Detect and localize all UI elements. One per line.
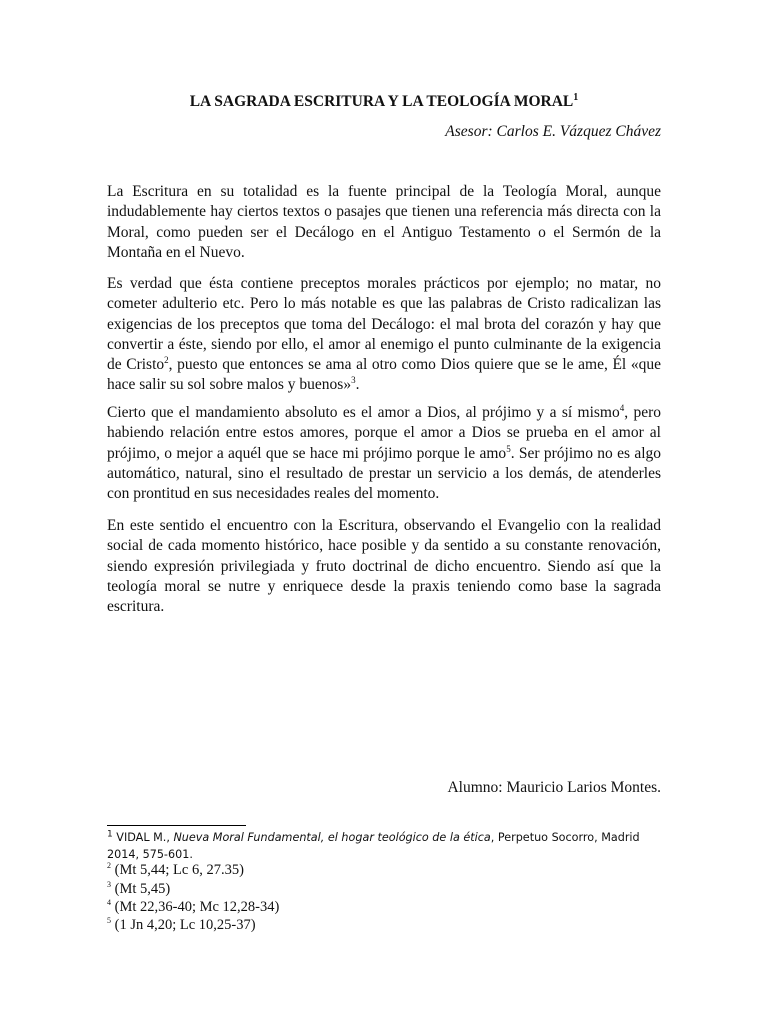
footnote-1-publisher: , Perpetuo Socorro, Madrid 2014, 575-601. bbox=[107, 831, 640, 861]
footnote-2-number: 2 bbox=[107, 861, 111, 871]
footnote-ref-5: 5 bbox=[506, 443, 511, 454]
title-text: LA SAGRADA ESCRITURA Y LA TEOLOGÍA MORAL bbox=[189, 93, 574, 110]
paragraph-3-text-a: Cierto que el mandamiento absoluto es el amor a Dios, al prójimo y a sí mismo bbox=[107, 404, 620, 421]
footnote-1 bbox=[107, 829, 661, 863]
paragraph-1: La Escritura en su totalidad es la fuente principal de la Teología Moral, aunque indudablemente hay ciertos textos o pasajes que tienen una referencia más directa con la Moral, como pueden ser el Decálogo en el Antiguo Testamento o el Sermón de la Montaña en el Nuevo. bbox=[107, 183, 661, 261]
paragraph-3-text-c: . Ser prójimo no es algo automático, natural, sino el resultado de prestar un servicio a los demás, de atenderles con prontitud en sus necesidades reales del momento. bbox=[107, 444, 662, 503]
footnote-2-text: (Mt 5,44; Lc 6, 27.35) bbox=[114, 862, 244, 878]
footnote-1-number: 1 bbox=[107, 829, 113, 840]
footnote-1-author: VIDAL M., bbox=[116, 831, 174, 844]
footnote-4-number: 4 bbox=[107, 898, 111, 908]
student-signature-line: Alumno: Mauricio Larios Montes. bbox=[447, 779, 661, 796]
paragraph-3-text-b: , pero habiendo relación entre estos amores, porque el amor a Dios se prueba en el amor al prójimo, o mejor a aquél que se hace mi prójimo porque le amo bbox=[107, 404, 661, 462]
footnote-2 bbox=[107, 861, 661, 879]
footnote-3-number: 3 bbox=[107, 880, 111, 890]
footnote-5-text: (1 Jn 4,20; Lc 10,25-37) bbox=[114, 917, 256, 933]
footnote-ref-2: 2 bbox=[164, 355, 169, 366]
advisor-line: Asesor: Carlos E. Vázquez Chávez bbox=[445, 123, 661, 140]
footnote-ref-4: 4 bbox=[619, 402, 625, 413]
paragraph-4: En este sentido el encuentro con la Escritura, observando el Evangelio con la realidad social de cada momento histórico, hace posible y da sentido a su constante renovación, siendo expresión privilegiada y fruto doctrinal de dicho encuentro. Siendo así que la teología moral se nutre y enriquece desde la praxis teniendo como base la sagrada escritura. bbox=[107, 517, 661, 616]
footnote-5-number: 5 bbox=[107, 916, 111, 926]
paragraph-2-text-a: Es verdad que ésta contiene preceptos morales prácticos por ejemplo; no matar, no cometer adulterio etc. Pero lo más notable es que las palabras de Cristo radicalizan las exigencias de los preceptos que toma del Decálogo: el mal brota del corazón y hay que convertir a éste, siendo por ello, el amor al enemigo el punto culminante de la exigencia de Cristo bbox=[107, 275, 661, 374]
footnote-4 bbox=[107, 898, 661, 916]
footnote-3 bbox=[107, 880, 661, 898]
footnote-1-book-title: Nueva Moral Fundamental, el hogar teológico de la ética bbox=[173, 831, 491, 844]
footnote-separator bbox=[107, 825, 246, 826]
paragraph-2-text-b: , puesto que entonces se ama al otro como Dios quiere que se le ame, Él «que hace salir su sol sobre malos y buenos» bbox=[107, 356, 661, 394]
footnote-4-text: (Mt 22,36-40; Mc 12,28-34) bbox=[114, 899, 280, 915]
paragraph-2 bbox=[107, 274, 661, 396]
document-title bbox=[107, 92, 661, 112]
paragraph-3 bbox=[107, 403, 661, 504]
footnote-ref-3: 3 bbox=[351, 375, 356, 386]
footnote-3-text: (Mt 5,45) bbox=[114, 881, 171, 897]
footnote-5 bbox=[107, 916, 661, 934]
paragraph-2-text-c: . bbox=[355, 376, 360, 394]
footnote-ref-1: 1 bbox=[573, 91, 579, 103]
